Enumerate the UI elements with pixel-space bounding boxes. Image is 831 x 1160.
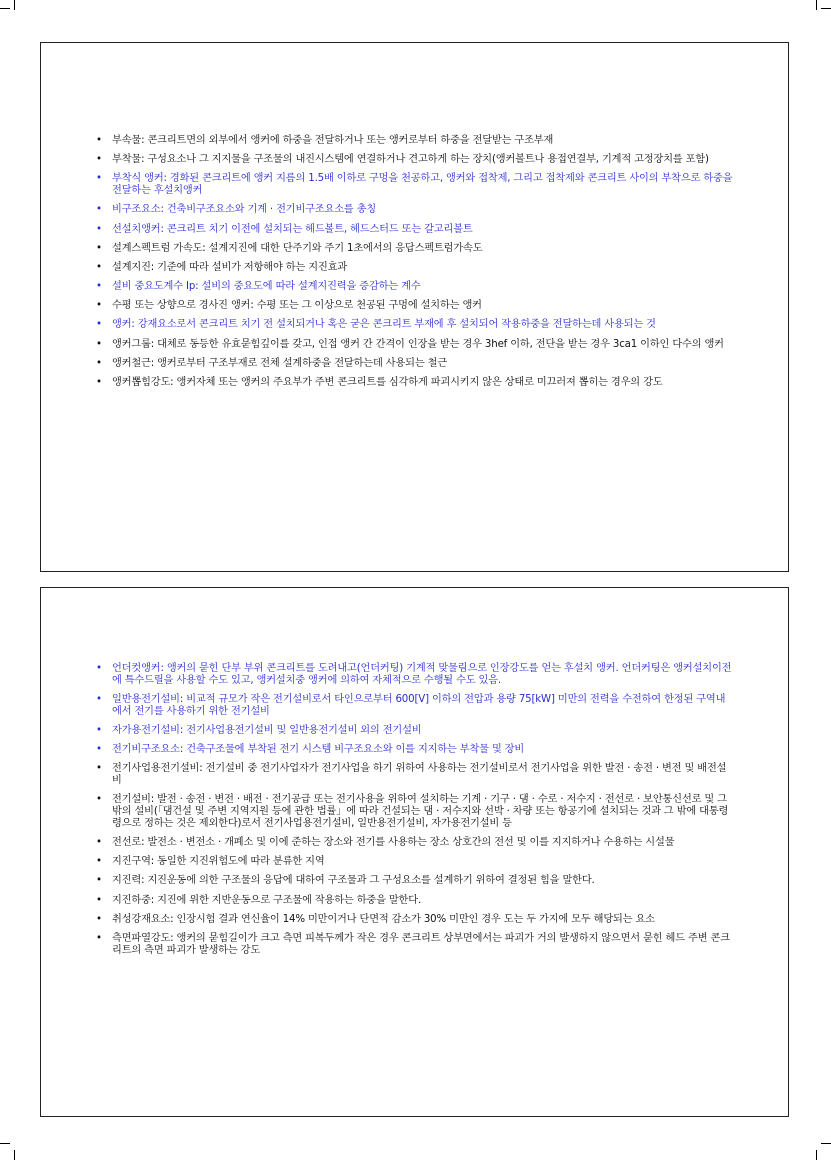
definition-item [96, 933, 733, 957]
definition-text: 측면파열강도: 앵커의 묻힘길이가 크고 측면 피복두께가 작은 경우 콘크리트 상부면에서는 파괴가 거의 발생하지 않으면서 묻힌 헤드 주변 콘크리트의 측면 파괴가 발생하는 강도 [112, 933, 730, 956]
definition-text: 비구조요소: 건축비구조요소와 기계 · 전기비구조요소를 총칭 [112, 204, 377, 216]
crop-mark [0, 1143, 10, 1144]
definition-item [96, 914, 733, 926]
definition-text: 지진력: 지진운동에 의한 구조물의 응답에 대하여 구조물과 그 구성요소를 설계하기 위하여 결정된 힘을 말한다. [112, 875, 595, 887]
crop-mark [14, 1150, 15, 1160]
definition-list [96, 135, 733, 396]
definition-list [96, 663, 733, 964]
definition-text: 부속물: 콘크리트면의 외부에서 앵커에 하중을 전달하거나 또는 앵커로부터 하중을 전달받는 구조부재 [112, 135, 554, 146]
definition-item [96, 856, 733, 868]
definition-item [96, 895, 733, 907]
crop-mark [821, 8, 831, 9]
definition-text: 전기사업용전기설비: 전기설비 중 전기사업자가 전기사업을 하기 위하여 사용하는 전기설비로서 전기사업을 위한 발전 · 송전 · 변전 및 배전설비 [112, 763, 727, 787]
definition-item [96, 837, 733, 849]
definition-text: 앵커그룹: 대체로 동등한 유효묻힘깊이를 갖고, 인접 앵커 간 간격이 인장을 받는 경우 3hef 이하, 전단을 받는 경우 3ca1 이하인 다수의 앵커 [112, 338, 724, 350]
definition-item [96, 875, 733, 887]
definition-item [96, 135, 733, 147]
definition-text: 앵커철근: 앵커로부터 구조부재로 전체 설계하중을 전달하는데 사용되는 철근 [112, 357, 448, 369]
crop-mark [821, 1143, 831, 1144]
definition-item [96, 377, 733, 389]
definition-text: 선설치앵커: 콘크리트 치기 이전에 설치되는 헤드볼트, 헤드스터드 또는 갈고리볼트 [112, 223, 473, 235]
definition-item [96, 319, 733, 331]
definition-text: 자가용전기설비: 전기사업용전기설비 및 일반용전기설비 외의 전기설비 [112, 724, 422, 736]
definition-text: 전선로: 발전소 · 변전소 · 개폐소 및 이에 준하는 장소와 전기를 사용하는 장소 상호간의 전선 및 이를 지지하거나 수용하는 시설물 [112, 837, 675, 849]
definition-item [96, 281, 733, 293]
definition-text: 전기설비: 발전 · 송전 · 변전 · 배전 · 전기공급 또는 전기사용을 위하여 설치하는 기계 · 기구 · 댐 · 수로 · 저수지 · 전선로 · 보안통신선로 및 그 밖의 설비(「댐건설 및 주변 지역지원 등에 관한 법률」에 따라 건설되는 댐 · 저수지와 선박 · 차량 또는 항공기에 설치되는 것과 그 밖에 대통령령으로 정하는 것은 제외한다)로서 전기사업용전기설비, 일반용전기설비, 자가용전기설비 등 [112, 794, 729, 829]
definition-item [96, 300, 733, 312]
definition-item [96, 744, 733, 756]
definition-text: 부착물: 구성요소나 그 지지물을 구조물의 내진시스템에 연결하거나 견고하게 하는 장치(앵커볼트나 용접연결부, 기계적 고정장치를 포함) [112, 154, 709, 166]
definition-item [96, 763, 733, 787]
definition-item [96, 663, 733, 687]
definition-text: 지진구역: 동일한 지진위험도에 따라 분류한 지역 [112, 856, 325, 868]
definition-text: 수평 또는 상향으로 경사진 앵커: 수평 또는 그 이상으로 천공된 구멍에 설치하는 앵커 [112, 300, 482, 312]
crop-mark [816, 1150, 817, 1160]
definition-text: 앵커뽑힘강도: 앵커자체 또는 앵커의 주요부가 주변 콘크리트를 심각하게 파괴시키지 않은 상태로 미끄러져 뽑히는 경우의 강도 [112, 377, 663, 389]
definition-text: 지진하중: 지진에 위한 지반운동으로 구조물에 작용하는 하중을 말한다. [112, 894, 422, 906]
definition-item [96, 243, 733, 255]
definition-item [96, 725, 733, 737]
crop-mark [14, 0, 15, 10]
definition-item [96, 173, 733, 197]
definition-item [96, 794, 733, 829]
definition-text: 전기비구조요소: 건축구조물에 부착된 전기 시스템 비구조요소와 이를 지지하는 부착물 및 장비 [112, 744, 525, 756]
definition-text: 일반용전기설비: 비교적 규모가 작은 전기설비로서 타인으로부터 600[V] 이하의 전압과 용량 75[kW] 미만의 전력을 수전하여 한정된 구역내에서 전기를 사용하기 위한 전기설비 [112, 693, 726, 717]
definition-text: 설계지진: 기준에 따라 설비가 저항해야 하는 지진효과 [112, 261, 348, 273]
definition-item [96, 262, 733, 274]
definition-item [96, 154, 733, 166]
slide-page-2 [40, 587, 789, 1117]
definition-text: 취성강재요소: 인장시험 결과 연신율이 14% 미만이거나 단면적 감소가 30% 미만인 경우 도는 두 가지에 모두 해당되는 요소 [112, 913, 655, 925]
slide-page-1 [40, 42, 789, 572]
definition-text: 앵커: 강재요소로서 콘크리트 치기 전 설치되거나 혹은 굳은 콘크리트 부재에 후 설치되어 작용하중을 전달하는데 사용되는 것 [112, 319, 656, 331]
definition-item [96, 204, 733, 216]
crop-mark [816, 0, 817, 10]
definition-item [96, 358, 733, 370]
definition-item [96, 224, 733, 236]
definition-item [96, 339, 733, 351]
crop-mark [0, 8, 10, 9]
definition-item [96, 694, 733, 718]
definition-text: 설계스펙트럼 가속도: 설계지진에 대한 단주기와 주기 1초에서의 응답스펙트럼가속도 [112, 242, 483, 254]
definition-text: 부착식 앵커: 경화된 콘크리트에 앵커 지름의 1.5배 이하로 구멍을 천공하고, 앵커와 접착제, 그리고 접착제와 콘크리트 사이의 부착으로 하중을 전달하는 후설치앵커 [112, 173, 733, 197]
definition-text: 설비 중요도계수 Ip: 설비의 중요도에 따라 설계지진력을 증감하는 계수 [112, 281, 421, 293]
definition-text: 언더컷앵커: 앵커의 묻힌 단부 부위 콘크리트를 도려내고(언더커팅) 기계적 맞물림으로 인장강도를 얻는 후설치 앵커. 언더커팅은 앵커설치이전에 특수드릴을 사용할 수도 있고, 앵커설치중 앵커에 의하여 자체적으로 수행될 수도 있음. [112, 663, 732, 686]
